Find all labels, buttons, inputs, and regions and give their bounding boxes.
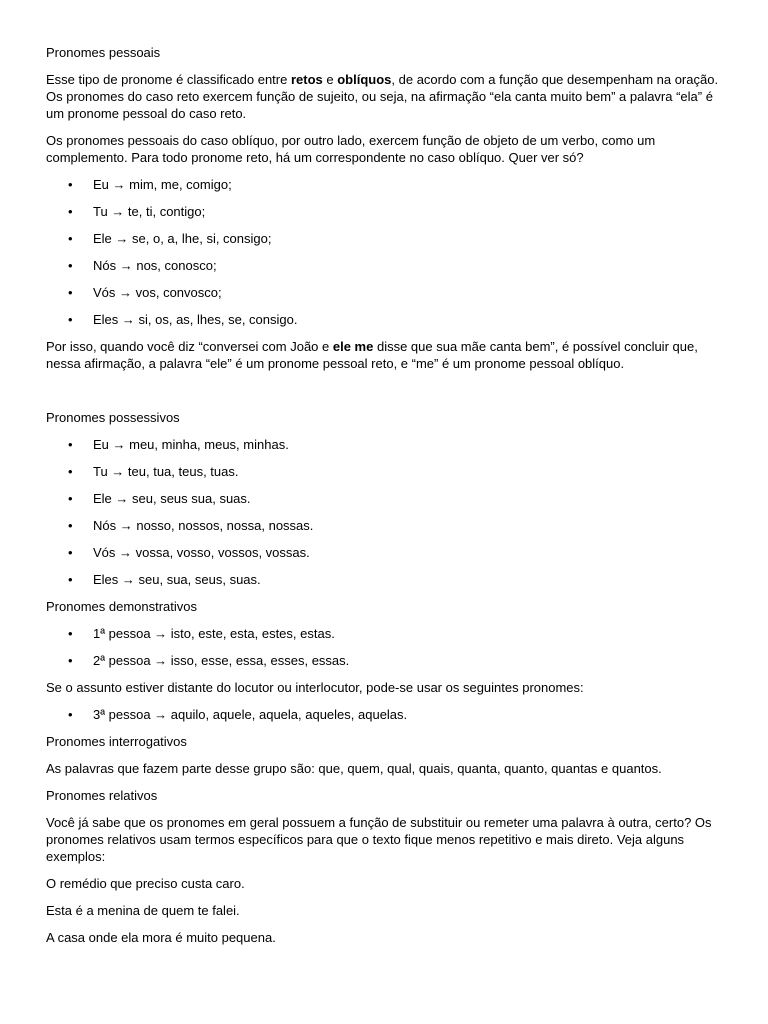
list-item — [46, 230, 728, 247]
list-item-text: Eles → si, os, as, lhes, se, consigo. — [93, 312, 298, 327]
list-item — [46, 463, 728, 480]
list-pessoais — [46, 176, 728, 328]
list-item — [46, 544, 728, 561]
paragraph-pessoais-obliquo: Os pronomes pessoais do caso oblíquo, por outro lado, exercem função de objeto de um verbo, como um complemento. Para todo pronome reto, há um correspondente no caso oblíquo. Quer ver só? — [46, 133, 656, 165]
paragraph-demonstrativos: Se o assunto estiver distante do locutor ou interlocutor, pode-se usar os seguintes pronomes: — [46, 680, 584, 695]
bullet-icon: • — [68, 572, 73, 587]
example-sentence: Esta é a menina de quem te falei. — [46, 903, 240, 918]
section-heading-relativos: Pronomes relativos — [46, 788, 158, 803]
list-item — [46, 436, 728, 453]
list-item-text: Tu → teu, tua, teus, tuas. — [93, 464, 239, 479]
list-item — [46, 311, 728, 328]
bullet-icon: • — [68, 491, 73, 506]
list-item — [46, 625, 728, 642]
list-demonstrativos — [46, 625, 728, 669]
list-item — [46, 706, 728, 723]
section-heading-possessivos: Pronomes possessivos — [46, 410, 180, 425]
bullet-icon: • — [68, 258, 73, 273]
list-item — [46, 652, 728, 669]
example-sentence: O remédio que preciso custa caro. — [46, 876, 245, 891]
bold-term-obliquos: oblíquos — [337, 72, 392, 87]
bullet-icon: • — [68, 545, 73, 560]
bullet-icon: • — [68, 231, 73, 246]
bullet-icon: • — [68, 437, 73, 452]
bold-term-retos: retos — [290, 72, 323, 87]
list-item — [46, 284, 728, 301]
bullet-icon: • — [68, 707, 73, 722]
list-item-text: Vós → vossa, vosso, vossos, vossas. — [93, 545, 310, 560]
list-item-text: 1ª pessoa → isto, este, esta, estes, estas. — [93, 626, 335, 641]
paragraph-interrogativos: As palavras que fazem parte desse grupo são: que, quem, qual, quais, quanta, quanto, quantas e quantos. — [46, 761, 662, 776]
list-item-text: 2ª pessoa → isso, esse, essa, esses, essas. — [93, 653, 350, 668]
text-segment: , de acordo com a função que desempenham na oração. Os pronomes do caso reto exercem função de sujeito, ou seja, na afirmação “ela canta muito bem” a palavra “ela” é um pronome pessoal do caso reto. — [46, 72, 719, 121]
text-segment: disse que sua mãe canta bem”, é possível concluir que, nessa afirmação, a palavra “ele” é um pronome pessoal reto, e “me” é um pronome pessoal oblíquo. — [46, 339, 698, 371]
list-item — [46, 490, 728, 507]
text-segment: e — [322, 72, 338, 87]
list-item — [46, 176, 728, 193]
bullet-icon: • — [68, 204, 73, 219]
bullet-icon: • — [68, 177, 73, 192]
section-heading-interrogativos: Pronomes interrogativos — [46, 734, 187, 749]
section-heading-pessoais: Pronomes pessoais — [46, 45, 161, 60]
list-item — [46, 517, 728, 534]
example-sentence: A casa onde ela mora é muito pequena. — [46, 930, 276, 945]
blank-line — [46, 382, 728, 409]
bullet-icon: • — [68, 518, 73, 533]
list-item — [46, 203, 728, 220]
list-item-text: Ele → seu, seus sua, suas. — [93, 491, 251, 506]
list-possessivos — [46, 436, 728, 588]
list-item-text: Eu → meu, minha, meus, minhas. — [93, 437, 289, 452]
text-segment: Esse tipo de pronome é classificado entre — [46, 72, 291, 87]
list-item-text: Eu → mim, me, comigo; — [93, 177, 232, 192]
list-item-text: Nós → nos, conosco; — [93, 258, 217, 273]
paragraph-relativos: Você já sabe que os pronomes em geral possuem a função de substituir ou remeter uma palavra à outra, certo? Os pronomes relativos usam termos específicos para que o texto fique menos repetitivo e mais direto. Veja alguns exemplos: — [46, 815, 712, 864]
list-item-text: Ele → se, o, a, lhe, si, consigo; — [93, 231, 272, 246]
bullet-icon: • — [68, 653, 73, 668]
paragraph-pessoais-conclusion — [46, 338, 728, 372]
list-item — [46, 571, 728, 588]
list-item-text: 3ª pessoa → aquilo, aquele, aquela, aqueles, aquelas. — [93, 707, 408, 722]
paragraph-pessoais-intro — [46, 71, 728, 122]
list-item-text: Tu → te, ti, contigo; — [93, 204, 206, 219]
list-item-text: Eles → seu, sua, seus, suas. — [93, 572, 261, 587]
bullet-icon: • — [68, 464, 73, 479]
section-heading-demonstrativos: Pronomes demonstrativos — [46, 599, 198, 614]
list-item — [46, 257, 728, 274]
bullet-icon: • — [68, 285, 73, 300]
text-segment: Por isso, quando você diz “conversei com João e — [46, 339, 333, 354]
bullet-icon: • — [68, 312, 73, 327]
list-demonstrativos-third — [46, 706, 728, 723]
list-item-text: Nós → nosso, nossos, nossa, nossas. — [93, 518, 314, 533]
bullet-icon: • — [68, 626, 73, 641]
bold-term-ele-me: ele me — [332, 339, 374, 354]
list-item-text: Vós → vos, convosco; — [93, 285, 222, 300]
